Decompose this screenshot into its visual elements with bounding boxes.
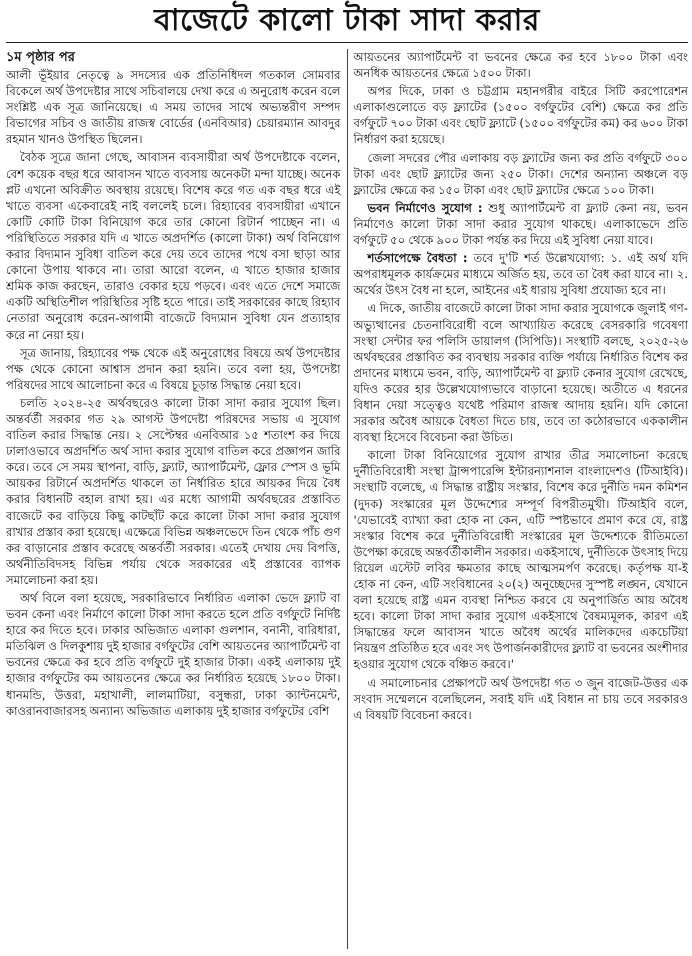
article-headline: বাজেটে কালো টাকা সাদা করার — [154, 3, 540, 38]
paragraph: সূত্র জানায়, রিহ্যাবের পক্ষ থেকে এই অনুরোধের বিষয়ে অর্থ উপদেষ্টার পক্ষ থেকে কোনো আশ্বাস প্রদান করা হয়নি। তবে বলা হয়, উপদেষ্টা পরিষদের সাথে আলোচনা করে এ বিষয়ে চূড়ান্ত সিদ্ধান্ত নেয়া হবে। — [6, 345, 341, 392]
paragraph: অপর দিকে, ঢাকা ও চট্টগ্রাম মহানগরীর বাইরে সিটি করপোরেশন এলাকাগুলোতে বড় ফ্ল্যাটের (১৫০০ বর্গফুটের বেশি) ক্ষেত্রে কর প্রতি বর্গফুটে ৭০০ টাকা এবং ছোট ফ্ল্যাটে (১৫০০ বর্গফুটের কম) কর ৬০০ টাকা নির্ধারণ করা হয়েছে। — [353, 84, 688, 147]
paragraph: আয়তনের অ্যাপার্টমেন্ট বা ভবনের ক্ষেত্রে কর হবে ১৮০০ টাকা এবং অনধিক আয়তনের ক্ষেত্রে ১৫০০ টাকা। — [353, 50, 688, 81]
paragraph: অর্থ বিলে বলা হয়েছে, সরকারিভাবে নির্ধারিত এলাকা ভেদে ফ্ল্যাট বা ভবন কেনা এবং নির্মাণে কালো টাকা সাদা করতে হলে প্রতি বর্গফুটে নির্দিষ্ট হারে কর দিতে হবে। ঢাকার অভিজাত এলাকা গুলশান, বনানী, বারিধারা, মতিঝিল ও দিলকুশায় দুই হাজার বর্গফুটের বেশি আয়তনের অ্যাপার্টমেন্ট বা ভবনের ক্ষেত্রে কর হবে প্রতি বর্গফুটে দুই হাজার টাকা। একই এলাকায় দুই হাজার বর্গফুটের কম আয়তনের ক্ষেত্রে কর নির্ধারিত হয়েছে ১৮০০ টাকা। ধানমন্ডি, উত্তরা, মহাখালী, লালমাটিয়া, বসুন্ধরা, ঢাকা ক্যান্টনমেন্ট, কাওরানবাজারসহ অন্যান্য অভিজাত এলাকায় দুই হাজার বর্গফুটের বেশি — [6, 591, 341, 718]
paragraph: কালো টাকা বিনিয়োগের সুযোগ রাখার তীব্র সমালোচনা করেছে দুর্নীতিবিরোধী সংস্থা ট্রান্সপারেন্সি ইন্টারন্যাশনাল বাংলাদেশও (টিআইবি)। সংস্থাটি বলেছে, এ সিদ্ধান্ত রাষ্ট্রীয় সংস্কার, বিশেষ করে দুর্নীতি দমন কমিশন (দুদক) সংস্কারের মূল উদ্দেশ্যের সম্পূর্ণ বিপরীতমুখী। টিআইবি বলে, 'যেভাবেই ব্যাখ্যা করা হোক না কেন, এটি স্পষ্টভাবে প্রমাণ করে যে, রাষ্ট্র সংস্কার বিশেষ করে দুর্নীতিবিরোধী সংস্কারের মূল উদ্দেশ্যকে রীতিমতো উপেক্ষা করেছে অন্তর্বর্তীকালীন সরকার। একইসাথে, দুর্নীতিকে উৎসাহ দিয়ে রিয়েল এস্টেট লবির ক্ষমতার কাছে আত্মসমর্পণ করেছে। কর্তৃপক্ষ যা-ই হোক না কেন, এটি সংবিধানের ২০(২) অনুচ্ছেদের সুস্পষ্ট লঙ্ঘন, যেখানে বলা হয়েছে রাষ্ট্র এমন ব্যবস্থা নিশ্চিত করবে যে অনুপার্জিত আয় অবৈধ হবে। কালো টাকা সাদা করার সুযোগ একইসাথে বৈষম্যমূলক, কারণ এই সিদ্ধান্তের ফলে আবাসন খাতে অবৈধ অর্থের মালিকদের একচেটিয়া নিয়ন্ত্রণ প্রতিষ্ঠিত হবে এবং সৎ উপার্জনকারীদের ফ্ল্যাট বা ভবনের অংশীদার হওয়ার সুযোগ থেকে বঞ্চিত করবে।' — [353, 448, 688, 672]
column-divider — [347, 49, 348, 949]
paragraph: বৈঠক সূত্রে জানা গেছে, আবাসন ব্যবসায়ীরা অর্থ উপদেষ্টাকে বলেন, বেশ কয়েক বছর ধরে আবাসন খাতে ব্যবসায় অনেকটা মন্দা যাচ্ছে। অনেক প্লট এখনো অবিক্রীত অবস্থায় রয়েছে। বিশেষ করে গত এক বছর ধরে এই খাতে ব্যবসা একেবারেই নাই বললেই চলে। রিহ্যাবের ব্যবসায়ীরা এখানে কোটি কোটি টাকা বিনিয়োগ করে তার কোনো রিটার্ন পাচ্ছেন না। এ পরিস্থিতিতে সরকার যদি এ খাতে অপ্রদর্শিত (কালো টাকা) অর্থ বিনিয়োগ করার বিদ্যমান সুবিধা বাতিল করে দেয় তবে তাদের পথে বসা ছাড়া আর কোনো উপায় থাকবে না। তারা আরো বলেন, এ খাতে হাজার হাজার শ্রমিক কাজ করছেন, তারাও বেকার হয়ে পড়বে। এবং এতে দেশে সমাজে একটি অস্থিতিশীল পরিস্থিতির সৃষ্টি হতে পারে। তাই সরকারের কাছে রিহ্যাব নেতারা অনুরোধ করেন-আগামী বাজেটে বিদ্যমান সুবিধা যেন প্রত্যাহার করে না নেয়া হয়। — [6, 150, 341, 342]
paragraph-text: শুধু অ্যাপার্টমেন্ট বা ফ্ল্যাট কেনা নয়, ভবন নির্মাণেও কালো টাকা সাদা করার সুযোগ থাকছে। এলাকাভেদে প্রতি বর্গফুটে ৫০ থেকে ৯০০ টাকা পর্যন্ত কর দিয়ে এই সুবিধা নেয়া যাবে। — [353, 200, 688, 248]
headline-rule — [6, 42, 688, 43]
subheading-conditional-legality: শর্তসাপেক্ষে বৈধতা : — [367, 251, 468, 266]
column-right — [353, 49, 688, 949]
paragraph: এ দিকে, জাতীয় বাজেটে কালো টাকা সাদা করার সুযোগকে জুলাই গণ-অভ্যুত্থানের চেতনাবিরোধী বলে আখ্যায়িত করেছে বেসরকারি গবেষণা সংস্থা সেন্টার ফর পলিসি ডায়ালগ (সিপিডি)। সংস্থাটি বলছে, ২০২৫-২৬ অর্থবছরের প্রস্তাবিত কর ব্যবস্থায় সরকার ব্যক্তি পর্যায়ে নির্ধারিত বিশেষ কর প্রদানের মাধ্যমে ভবন, বাড়ি, অ্যাপার্টমেন্ট বা ফ্ল্যাট কেনার সুযোগ রেখেছে, যদিও করের হার উল্লেখযোগ্যভাবে বাড়ানো হয়েছে। অতীতে এ ধরনের বিধান দেয়া সত্ত্বেও যথেষ্ট পরিমাণ রাজস্ব আদায় হয়নি। যদি কোনো সরকার অবৈধ আয়কে বৈধতা দিতে চায়, তবে তা কঠোরভাবে এককালীন ব্যবস্থা হিসেবে বিবেচনা করা উচিত। — [353, 301, 688, 445]
subheading-building-construction: ভবন নির্মাণেও সুযোগ : — [367, 200, 483, 215]
article-columns — [6, 49, 688, 949]
column-left — [6, 49, 341, 949]
paragraph: এ সমালোচনার প্রেক্ষাপটে অর্থ উপদেষ্টা গত ৩ জুন বাজেট-উত্তর এক সংবাদ সম্মেলনে বলেছিলেন, সবাই যদি এই বিধান না চায় তবে সরকারও এ বিষয়টি বিবেচনা করবে। — [353, 675, 688, 722]
paragraph — [353, 250, 688, 298]
paragraph-text: তবে দু'টি শর্ত উল্লেখযোগ্য: ১. এই অর্থ যদি অপরাধমূলক কার্যক্রমের মাধ্যমে অর্জিত হয়, তবে তা বৈধ করা যাবে না। ২. অর্থের উৎস বৈধ না হলে, আইনের এই ধারায় সুবিধা প্রযোজ্য হবে না। — [353, 251, 688, 298]
paragraph: জেলা সদরের পৌর এলাকায় বড় ফ্ল্যাটের জন্য কর প্রতি বর্গফুটে ৩০০ টাকা এবং ছোট ফ্ল্যাটের জন্য ২৫০ টাকা। দেশের অন্যান্য অঞ্চলে বড় ফ্ল্যাটের ক্ষেত্রে কর ১৫০ টাকা এবং ছোট ফ্ল্যাটের ক্ষেত্রে ১০০ টাকা। — [353, 150, 688, 197]
paragraph: আলী ভূঁইয়ার নেতৃত্বে ৯ সদস্যের এক প্রতিনিধিদল গতকাল সোমবার বিকেলে অর্থ উপদেষ্টার সাথে সচিবালয়ে দেখা করে এ অনুরোধ করেন বলে সংশ্লিষ্ট এক সূত্র জানিয়েছে। এ সময় তাদের সাথে অভ্যন্তরীণ সম্পদ বিভাগের সচিব ও জাতীয় রাজস্ব বোর্ডের (এনবিআর) চেয়ারম্যান আবদুর রহমান খানও উপস্থিত ছিলেন। — [6, 68, 341, 147]
continued-from-label: ১ম পৃষ্ঠার পর — [6, 50, 75, 65]
newspaper-page — [0, 2, 692, 956]
paragraph: চলতি ২০২৪-২৫ অর্থবছরেও কালো টাকা সাদা করার সুযোগ ছিল। অন্তর্বর্তী সরকার গত ২৯ আগস্ট উপদেষ্টা পরিষদের সভায় এ সুযোগ বাতিল করার সিদ্ধান্ত নেয়। ২ সেপ্টেম্বর এনবিআর ১৫ শতাংশ কর দিয়ে ঢালাওভাবে অপ্রদর্শিত অর্থ সাদা করার সুযোগ বাতিল করে প্রজ্ঞাপন জারি করে। তবে সে সময় স্থাপনা, বাড়ি, ফ্ল্যাট, অ্যাপার্টমেন্ট, ফ্লোর স্পেস ও ভূমি আয়কর রিটার্নে অপ্রদর্শিত থাকলে তা নির্ধারিত হারে আয়কর দিয়ে বৈধ করার বিধানটি বহাল রাখা হয়। এর মধ্যে আগামী অর্থবছরের প্রস্তাবিত বাজেটে কর বাড়িয়ে কিছু কাটছাঁট করে কালো টাকা সাদা করার সুযোগ রাখার প্রস্তাব করা হয়েছে। এক্ষেত্রে বিভিন্ন অঞ্চলভেদে তিন থেকে পাঁচ গুণ কর বাড়ানোর প্রস্তাব করেছে অন্তর্বর্তী সরকার। এতেই দেখায় দেয় বিপত্তি, অর্থনীতিবিদসহ বিভিন্ন পর্যায় থেকে সরকারের এই প্রস্তাবের ব্যাপক সমালোচনা করা হয়। — [6, 395, 341, 587]
paragraph — [353, 200, 688, 248]
